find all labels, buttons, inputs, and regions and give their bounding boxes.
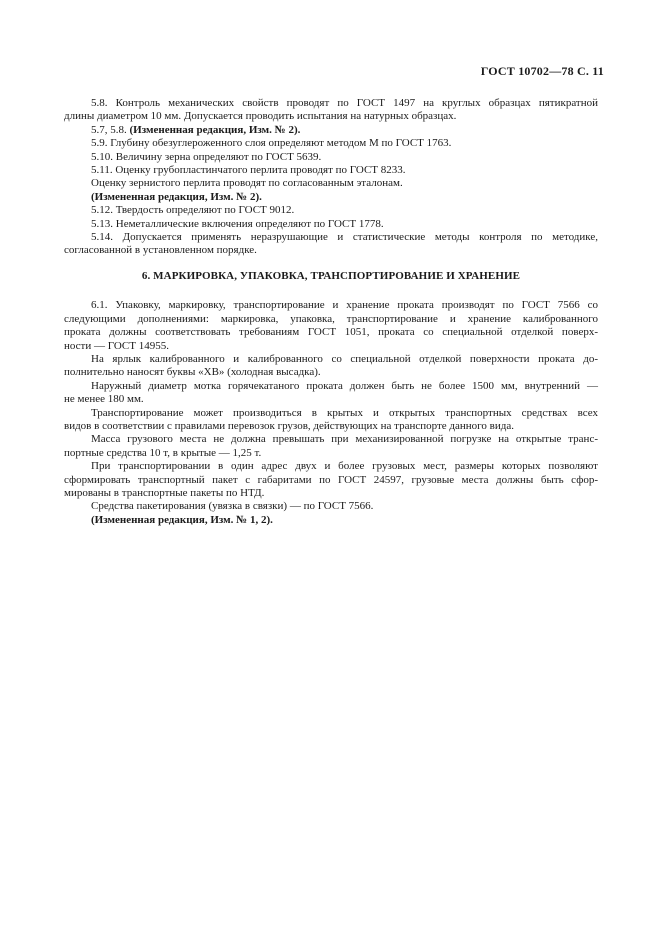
paragraph-5-13: 5.13. Неметаллические включения определяют по ГОСТ 1778. [91,217,384,230]
paragraph-6-amendment [64,514,598,527]
document-body [64,97,598,527]
paragraph-5-9: 5.9. Глубину обезуглероженного слоя определяют методом М по ГОСТ 1763. [91,137,452,150]
paragraph-5-8-line-1: 5.8. Контроль механических свойств проводят по ГОСТ 1497 на круглых образцах пятикратной [91,97,598,109]
amendment-note: (Измененная редакция, Изм. № 2). [129,123,301,136]
paragraph-package-line-1: При транспортировании в один адрес двух и более грузовых мест, размеры которых позволяют [91,460,598,473]
paragraph-6-1-line-4: ности — ГОСТ 14955. [64,339,169,352]
paragraph-label-line-2: полнительно наносят буквы «ХВ» (холодная высадка). [64,366,321,379]
paragraph-6-1-line-2: следующими дополнениями: маркировка, упаковка, транспортирование и хранение калиброванного [64,312,598,325]
paragraph-5-14-line-1: 5.14. Допускается применять неразрушающие и статистические методы контроля по методике, [91,231,598,244]
amendment-ref: 5.7, 5.8. [91,123,130,136]
paragraph-transport-line-1: Транспортирование может производиться в крытых и открытых транспортных средствах всех [91,406,598,419]
paragraph-5-12: 5.12. Твердость определяют по ГОСТ 9012. [91,204,295,217]
paragraph-package-line-2: сформировать транспортный пакет с габаритами по ГОСТ 24597, грузовые места должны быть сфор- [64,473,598,486]
page-header: ГОСТ 10702—78 С. 11 [480,64,604,78]
paragraph-transport-line-2: видов в соответствии с правилами перевозок грузов, действующих на транспорте данного вида. [64,419,514,432]
paragraph-mass-line-2: портные средства 10 т, в крытые — 1,25 т. [64,446,262,459]
section-6-title: 6. МАРКИРОВКА, УПАКОВКА, ТРАНСПОРТИРОВАНИЕ И ХРАНЕНИЕ [141,269,521,282]
paragraph-5-7-5-8-amendment [64,124,598,137]
paragraph-coil-line-1: Наружный диаметр мотка горячекатаного проката должен быть не более 1500 мм, внутренний — [91,379,598,392]
paragraph-5-10: 5.10. Величину зерна определяют по ГОСТ 5639. [91,150,322,163]
paragraph-5-14-line-2: согласованной в установленном порядке. [64,244,257,257]
paragraph-5-11-perlite: Оценку зернистого перлита проводят по согласованным эталонам. [91,177,403,190]
paragraph-label-line-1: На ярлык калиброванного и калиброванного со специальной отделкой поверхности проката до- [91,352,598,365]
paragraph-5-11-amendment [64,191,598,204]
paragraph-coil-line-2: не менее 180 мм. [64,393,144,406]
amendment-note: (Измененная редакция, Изм. № 2). [91,190,262,203]
paragraph-6-1-line-3: проката должны соответствовать требованиям ГОСТ 1051, проката со специальной отделкой поверх- [64,326,598,339]
amendment-note: (Измененная редакция, Изм. № 1, 2). [91,513,273,526]
paragraph-5-8-line-2: длины диаметром 10 мм. Допускается проводить испытания на натурных образцах. [64,110,457,123]
paragraph-package-line-3: мированы в транспортные пакеты по НТД. [64,486,265,499]
paragraph-5-11: 5.11. Оценку грубопластинчатого перлита проводят по ГОСТ 8233. [91,164,406,177]
paragraph-packaging-means: Средства пакетирования (увязка в связки) — по ГОСТ 7566. [91,500,374,513]
paragraph-mass-line-1: Масса грузового места не должна превышать при механизированной погрузке на открытые транс- [91,433,598,446]
paragraph-6-1-line-1: 6.1. Упаковку, маркировку, транспортирование и хранение проката производят по ГОСТ 7566 со [91,299,598,312]
section-6 [64,270,598,527]
